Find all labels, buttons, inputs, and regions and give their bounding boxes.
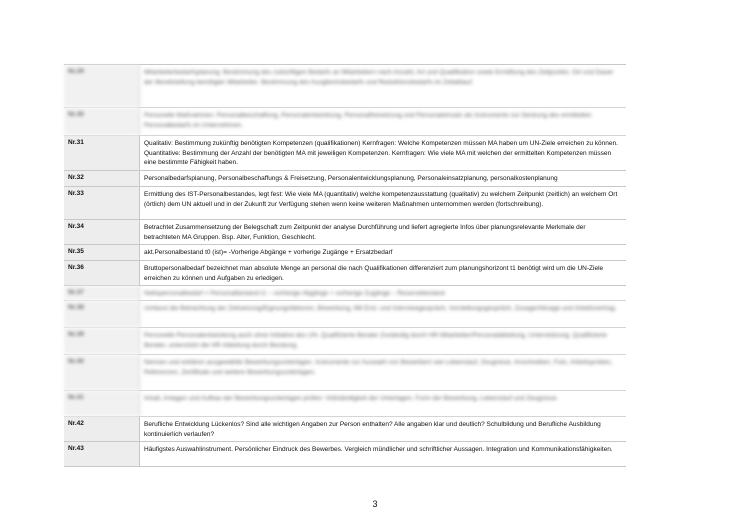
row-text: akt.Personalbestand t0 (ist)= -Vorherige Abgänge + vorherige Zugänge + Ersatzbedarf [144,249,393,256]
table-row [64,65,626,108]
table-row [64,286,626,301]
table-row [64,391,626,417]
row-text: Mitarbeiterbedarfsplanung: Bestimmung des zukünftigen Bedarfs an Mitarbeitern nach Anzahl, Art und Qualifikation sowie Ermittlung des Zeitpunkts, Ort und Dauer der Bereitstellung benötigter Mitarbeiter. Bestimmung des Ausgleichsbedarfs und Reduktionsbedarfs im Zeitablauf. [144,69,614,86]
row-number: Nr.35 [64,245,140,260]
row-number: Nr.33 [64,187,140,219]
row-number: Nr.43 [64,442,140,466]
row-number: Nr.37 [64,286,140,300]
row-text: Qualitativ: Bestimmung zukünftig benötigten Kompetenzen (qualifikationen) Kernfragen: Welche Kompetenzen müssen MA haben um UN-Ziele erreichen zu können. Quantitative: Bestimmung der Anzahl der benötigten MA mit jeweiligen Kompetenzen. Kernfragen: Wie viele MA mit welchen der ermittelten Kompetenzen müssen eine bestimmte Fähigkeit haben. [144,140,618,167]
row-text: Nettopersonalbedarf = Personalbestand t1 – vorherige Abgänge + vorherige Zugänge – Reservebestand [144,290,445,297]
row-text: Bruttopersonalbedarf bezeichnet man absolute Menge an personal die nach Qualifikationen differenziert zum planungshorizont t1 benötigt wird um die UN-Ziele erreichen zu können und Aufgaben zu erledigen. [144,265,604,282]
row-text: Häufigstes Auswahlinstrument. Persönlicher Eindruck des Bewerbes. Vergleich mündlicher und schriftlicher Aussagen. Integration und Kommunikationsfähigkeiten. [144,446,613,453]
row-text: Umfasst die Betrachtung der Zielsetzung/Eignungsfaktoren, Bewerbung, Mit Erst- und Interviewgespräch, Vorstellungsgespräch, Zusage/Absage und Arbeitsvertrag. [144,305,617,312]
row-text: Berufliche Entwicklung Lückenlos? Sind alle wichtigen Angaben zur Person enthalten? Alle angaben klar und deutlich? Schulbildung und Berufliche Ausbildung kontinuierlich verlaufen? [144,421,601,438]
row-text: Inhalt, Anlagen und Aufbau der Bewerbungsunterlagen prüfen: Vollständigkeit der Unterlagen, Form der Bewerbung, Lebenslauf und Zeugnisse. [144,395,559,402]
document-table [64,64,626,467]
row-text: Nennen und erklären ausgewählte Bewerbungsunterlagen. Instrumente zur Auswahl von Bewerbern wie Lebenslauf, Zeugnisse, Anschreiben, Foto, Arbeitsproben, Referenzen, Zertifikate und weitere Bewerbungsunterlagen. [144,359,613,376]
table-row [64,328,626,355]
row-number: Nr.36 [64,261,140,285]
table-row [64,187,626,220]
row-number: Nr.41 [64,391,140,416]
page-number: 3 [372,499,378,509]
row-text: Ermittlung des IST-Personalbestandes, legt fest: Wie viele MA (quantitativ) welche kompetenzausstattung (qualitativ) zu welchem Zeitpunkt (zeitlich) an welchem Ort (örtlich) dem UN aktuell und in der Zukunft zur Verfügung stehen wenn keine weiteren Maßnahmen unternommen werden (fortschreibung). [144,191,618,208]
row-number: Nr.32 [64,171,140,186]
row-number: Nr.30 [64,108,140,135]
row-number: Nr.38 [64,301,140,327]
table-row [64,301,626,328]
row-number: Nr.31 [64,136,140,170]
row-text: Personelle Maßnahmen: Personalbeschaffung, Personalentwicklung, Personalfreisetzung und Personaleinsatz als Instrumente zur Deckung des ermittelten Personalbedarfs im Unternehmen. [144,112,592,129]
table-row [64,220,626,245]
table-row [64,442,626,467]
table-row [64,171,626,187]
row-text: Personalbedarfsplanung, Personalbeschaffungs & Freisetzung, Personalentwicklungsplanung, Personaleinsatzplanung, personalkostenplanung [144,175,558,182]
table-row [64,355,626,391]
table-row [64,261,626,286]
row-number: Nr.29 [64,65,140,107]
table-row [64,417,626,442]
row-number: Nr.42 [64,417,140,441]
table-row [64,245,626,261]
table-row [64,136,626,171]
row-text: Personelle Personalentwicklung auch ohne Initiative des UN. Qualifizierte Berater Zuständig durch HR-Mitarbeiter/Personalabteilung, Unterstützung, Qualifizierte Berater, unterstützt die HR-Abteilung durch Beratung. [144,332,607,349]
table-row [64,108,626,136]
row-text: Betrachtet Zusammensetzung der Belegschaft zum Zeitpunkt der analyse Durchführung und liefert agregierte Infos über planungsrelevante Merkmale der betrachteten MA Gruppen. Bsp. Alter, Funktion, Geschlecht. [144,224,586,241]
row-number: Nr.40 [64,355,140,390]
row-number: Nr.34 [64,220,140,244]
row-number: Nr.39 [64,328,140,354]
